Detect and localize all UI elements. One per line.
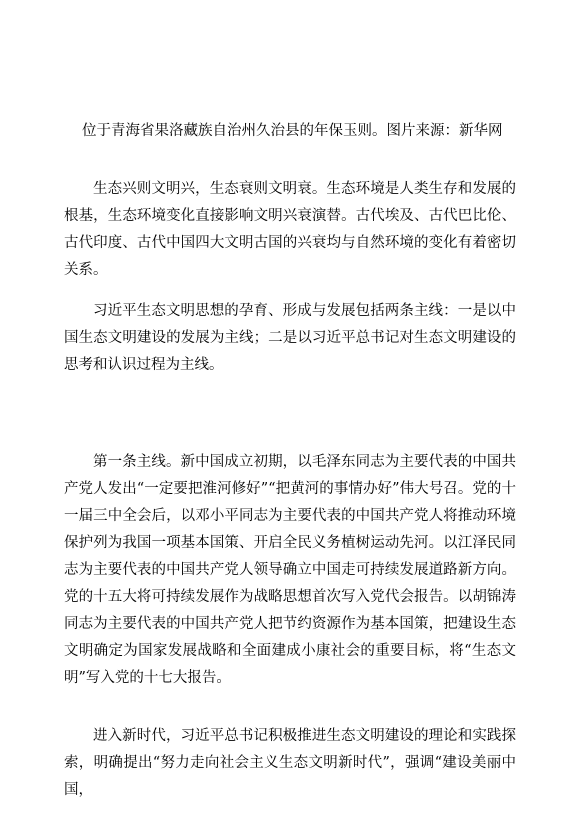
- paragraph-ecology-civilization: 生态兴则文明兴，生态衰则文明衰。生态环境是人类生存和发展的根基，生态环境变化直接影响文明兴衰演替。古代埃及、古代巴比伦、古代印度、古代中国四大文明古国的兴衰均与自然环境的变化有着密切关系。: [64, 181, 516, 278]
- paragraph-two-main-lines: 习近平生态文明思想的孕育、形成与发展包括两条主线：一是以中国生态文明建设的发展为主线；二是以习近平总书记对生态文明建设的思考和认识过程为主线。: [64, 303, 516, 373]
- paragraph-new-era: 进入新时代，习近平总书记积极推进生态文明建设的理论和实践探索，明确提出“努力走向社会主义生态文明新时代”，强调“建设美丽中国，: [64, 728, 516, 798]
- paragraph-first-main-line: 第一条主线。新中国成立初期，以毛泽东同志为主要代表的中国共产党人发出“一定要把淮河修好”“把黄河的事情办好”伟大号召。党的十一届三中全会后，以邓小平同志为主要代表的中国共产党人将推动环境保护列为我国一项基本国策、开启全民义务植树运动先河。以江泽民同志为主要代表的中国共产党人领导确立中国走可持续发展道路新方向。党的十五大将可持续发展作为战略思想首次写入党代会报告。以胡锦涛同志为主要代表的中国共产党人把节约资源作为基本国策，把建设生态文明确定为国家发展战略和全面建成小康社会的重要目标，将“生态文明”写入党的十七大报告。: [64, 454, 516, 686]
- image-caption: 位于青海省果洛藏族自治州久治县的年保玉则。图片来源：新华网: [82, 123, 503, 139]
